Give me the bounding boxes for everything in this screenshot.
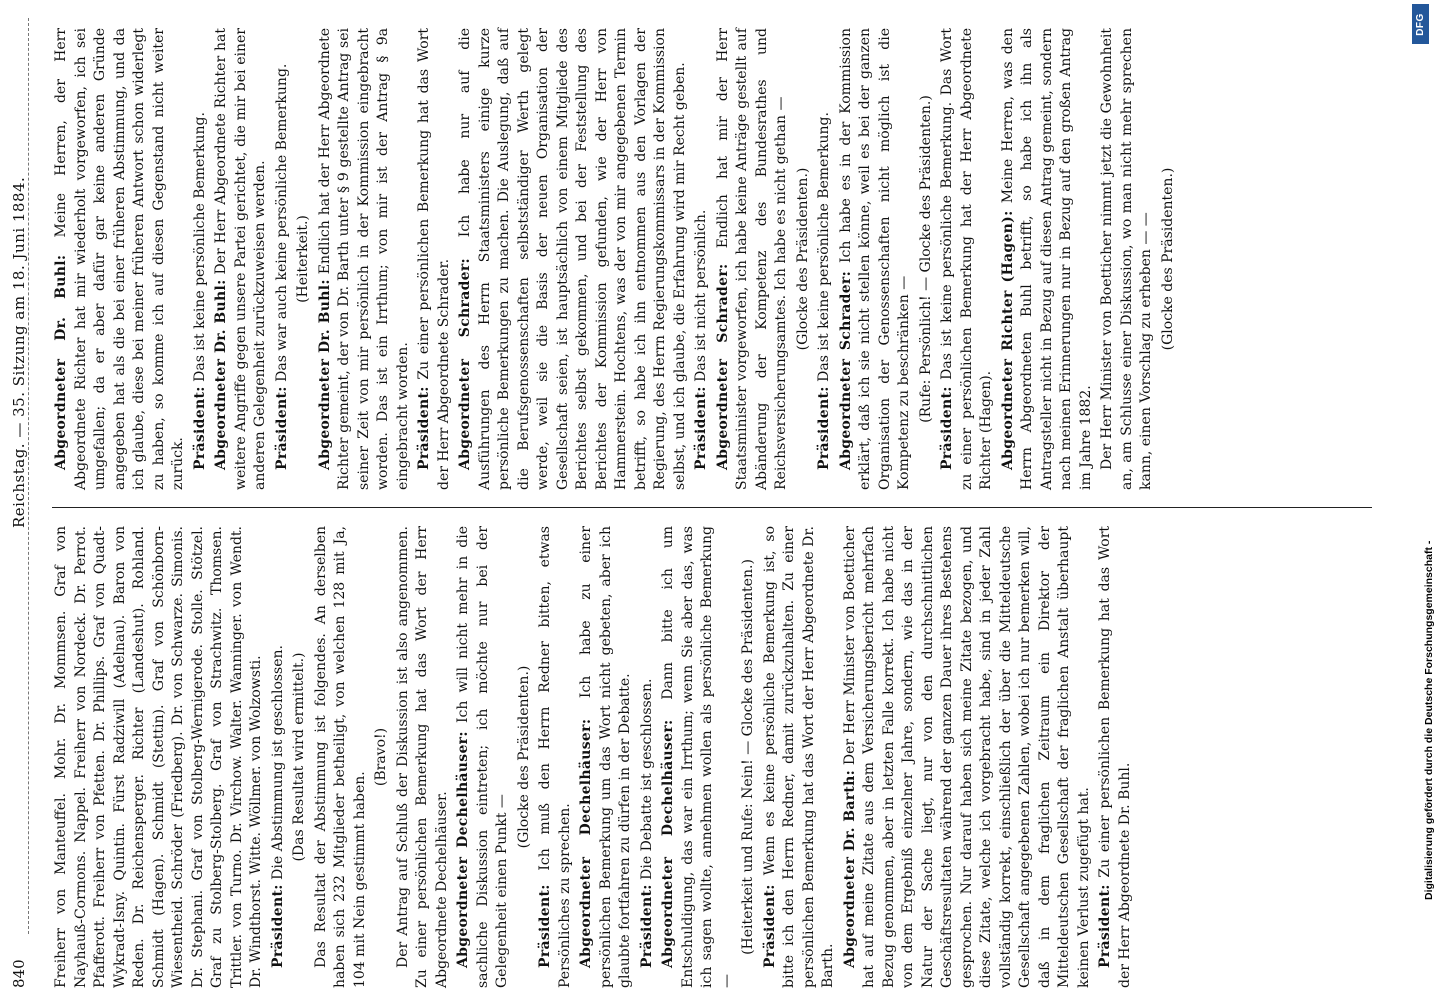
paragraph — [394, 526, 453, 988]
paragraph-text: Endlich hat mir der Herr Staatsminister vorgeworfen, ich habe keine Anträge gestellt auf Abänderung der Kompetenz des Bundesrathes und Reichsversicherungsamtes. Ich habe es nicht gethan — — [714, 28, 789, 490]
paragraph-text: (Heiterkeit und Rufe: Nein! — Glocke des Präsidenten.) — [740, 559, 756, 955]
paragraph — [273, 28, 293, 490]
paragraph-text: (Glocke des Präsidenten.) — [1159, 167, 1176, 351]
paragraph-text: Meine Herren, was den Herrn Abgeordneten Buhl betrifft, so habe ich ihn als Antragsteller nicht in Bezug auf diesen Antrag gemeint, sondern nach meinen Erinnerungen nur in Bezug auf den großen Antrag im Jahre 1882. — [999, 28, 1094, 490]
running-title: Reichstag. — 35. Sitzung am 18. Juni 1884. — [10, 176, 28, 528]
paragraph-text: (Heiterkeit.) — [295, 215, 311, 303]
speaker-name: Präsident: — [816, 386, 832, 470]
page-number: 840 — [10, 959, 28, 988]
paragraph — [841, 526, 1095, 988]
right-text-column — [52, 28, 1382, 490]
paragraph-text: Meine Herren, der Herr Abgeordnete Richter hat mir wiederholt vorgeworfen, ich sei umgefallen; da er aber dafür gar keine anderen Gründe angegeben hat als die bei einer früheren Abstimmung, und da ich glaube, diese bei meiner früheren Antwort schon widerlegt zu haben, so komme ich auf diesen Gegenstand nicht weiter zurück. — [53, 28, 186, 490]
paragraph-text: (Glocke des Präsidenten.) — [794, 167, 811, 351]
stage-direction — [794, 28, 814, 490]
paragraph-text: Freiherr von Manteuffel. Mohr. Dr. Mommsen. Graf von Nayhauß-Cormons. Nappel. Freiherr von Nordeck. Dr. Perrot. Pfafferott. Freiherr von Pfetten. Dr. Phillips. Graf von Quadt-Wykradt-Isny. Quintin. Fürst Radziwill (Adelnau). Baron von Reden. Dr. Reichensperger. Richter (Landeshut). Rohland. Schmidt (Hagen). Schmidt (Stettin). Graf von Schönborn-Wiesentheid. Schröder (Friedberg). Dr. von Schwarze. Simonis. Dr. Stephani. Graf von Stolberg-Wernigerode. Stolle. Stötzel. Graf zu Stolberg-Stolberg. Graf von Strachwitz. Thomsen. Trittler. von Turno. Dr. Virchow. Walter. Wanninger. von Wendt. Dr. Windthorst. Witte. Wöllmer. von Wolzowsti. — [53, 526, 264, 988]
speaker-name: Präsident: — [416, 386, 432, 470]
paragraph-text: (Das Resultat wird ermittelt.) — [291, 652, 307, 862]
speaker-name: Präsident: — [269, 884, 286, 968]
speaker-name: Präsident: — [761, 884, 778, 968]
paragraph — [692, 28, 712, 490]
paragraph-text: Wenn es keine persönliche Bemerkung ist, so bitte ich den Herrn Redner, damit zurückzuhalten. Zu einer persönlichen Bemerkung hat das Wort der Herr Abgeordnete Dr. Barth. — [761, 525, 836, 988]
left-text-column — [52, 526, 1382, 988]
paragraph-text: Das ist keine persönliche Bemerkung. — [191, 112, 208, 382]
speaker-name: Abgeordneter Dr. Buhl: — [53, 254, 69, 470]
paragraph-text: Zu einer persönlichen Bemerkung hat das Wort der Herr Abgeordnete Dr. Buhl. — [1097, 525, 1133, 988]
column-divider — [52, 507, 1372, 508]
paragraph-text: Zu einer persönlichen Bemerkung hat das Wort der Herr Abgeordnete Schrader. — [416, 27, 452, 490]
paragraph — [714, 28, 792, 490]
speaker-name: Abgeordneter Dechelhäuser: — [455, 731, 471, 968]
speaker-name: Abgeordneter Schrader: — [457, 257, 473, 470]
paragraph-text: Dann bitte ich um Entschuldigung, das war ein Irrthum; wenn Sie aber das, was ich sagen wollte, annehmen wollen als persönliche Bemerkung — — [660, 526, 735, 988]
paragraph — [415, 28, 454, 490]
stage-direction — [739, 526, 759, 988]
paragraph — [577, 526, 636, 988]
paragraph — [938, 28, 997, 490]
speaker-name: Präsident: — [191, 386, 208, 470]
paragraph — [312, 526, 371, 988]
paragraph-text: Ich habe zu einer persönlichen Bemerkung um das Wort nicht gebeten, aber ich glaubte fortfahren zu dürfen in der Debatte. — [578, 526, 633, 988]
paragraph — [659, 526, 737, 988]
paragraph-text: Das ist nicht persönlich. — [693, 209, 709, 382]
page-header — [10, 18, 36, 988]
speaker-name: Abgeordneter Dr. Buhl: — [316, 279, 333, 470]
paragraph — [269, 526, 289, 988]
paragraph-text: Der Herr Minister von Boetticher hat auf meine Zitate aus dem Versicherungsbericht mehrfach Bezug genommen, aber in letzten Falle korrekt. Ich habe nicht von dem Ergebniß einzelner Jahre, sondern, wie das in der Natur der Sache liegt, nur von den durchschnittlichen Geschäftsresultaten während der ganzen Dauer ihres Bestehens gesprochen. Nur darauf haben sich meine Zitate bezogen, und diese Zitate, welche ich vorgebracht habe, sind in jeder Zahl vollständig korrekt, einschließlich der über die Mitteldeutsche Gesellschaft angegebenen Zahlen, wobei ich nur bemerken will, daß in dem fraglichen Zeitraum ein Direktor der Mitteldeutschen Gesellschaft der fraglichen Anstalt überhaupt keinen Verlust zugefügt hat. — [841, 526, 1092, 988]
paragraph-text: Endlich hat der Herr Abgeordnete Richter gemeint, der von Dr. Barth unter § 9 gestellte Antrag sei seiner Zeit von mir persönlich in der Kommission eingebracht worden. Das ist ein Irrthum; von mir ist der Antrag § 9a eingebracht worden. — [316, 28, 411, 490]
paragraph-text: (Rufe: Persönlich! — Glocke des Präsidenten.) — [917, 95, 934, 423]
paragraph — [1098, 28, 1157, 490]
stage-direction — [294, 28, 314, 490]
paragraph-text: Ich will nicht mehr in die sachliche Diskussion eintreten; ich möchte nur bei der Gelegenheit einen Punkt — — [455, 526, 510, 988]
stage-direction — [515, 526, 535, 988]
speaker-name: Präsident: — [939, 386, 955, 470]
paragraph — [999, 28, 1097, 490]
paragraph — [52, 526, 267, 988]
speaker-name: Abgeordneter Schrader: — [837, 270, 854, 470]
paragraph — [638, 526, 658, 988]
stage-direction — [1159, 28, 1179, 490]
paragraph-text: Das ist keine persönliche Bemerkung. Das Wort zu einer persönlichen Bemerkung hat der Herr Abgeordnete Richter (Hagen). — [939, 28, 994, 490]
speaker-name: Abgeordneter Schrader: — [714, 263, 731, 470]
paragraph-text: Das war auch keine persönliche Bemerkung. — [273, 63, 290, 382]
paragraph — [815, 28, 835, 490]
paragraph — [191, 28, 211, 490]
paragraph — [212, 28, 271, 490]
paragraph-text: Ich habe es in der Kommission erklärt, daß ich sie nicht stellen könne, weil es bei der ganzen Organisation der Genossenschaften nicht möglich ist die Kompetenz zu beschränken — — [837, 27, 912, 490]
paragraph-text: Der Herr Minister von Boetticher nimmt jetzt die Gewohnheit an, am Schlusse einer Diskussion, wo man nicht mehr sprechen kann, einen Vorschlag zu erheben — — — [1099, 28, 1154, 490]
paragraph-text: Der Antrag auf Schluß der Diskussion ist also angenommen. Zu einer persönlichen Bemerkung hat das Wort der Herr Abgeordnete Dechelhäuser. — [394, 526, 450, 988]
speaker-name: Abgeordneter Dr. Barth: — [841, 769, 858, 968]
paragraph-text: Das ist keine persönliche Bemerkung. — [816, 112, 832, 382]
rotated-document-page — [6, 4, 1401, 994]
paragraph — [837, 28, 915, 490]
speaker-name: Präsident: — [273, 386, 290, 470]
paragraph-text: Der Herr Abgeordnete Richter hat weitere Angriffe gegen unsere Partei gerichtet, die mir bei einer anderen Gelegenheit zurückzuweisen werden. — [213, 28, 268, 490]
speaker-name: Abgeordneter Richter (Hagen): — [999, 210, 1016, 470]
paragraph — [761, 526, 839, 988]
stage-direction — [372, 526, 392, 988]
header-rule — [28, 18, 29, 934]
paragraph-text: Ich muß den Herrn Redner bitten, etwas Persönliches zu sprechen. — [537, 526, 573, 988]
speaker-name: Abgeordneter Dr. Buhl: — [213, 279, 229, 470]
paragraph-text: (Bravo!) — [373, 727, 389, 787]
stage-direction — [917, 28, 937, 490]
paragraph — [1096, 526, 1135, 988]
paragraph-text: Das Resultat der Abstimmung ist folgendes. An derselben haben sich 232 Mitglieder betheiligt, von welchen 128 mit Ja, 104 mit Nein gestimmt haben. — [312, 526, 368, 988]
stage-direction — [290, 526, 310, 988]
paragraph — [536, 526, 575, 988]
speaker-name: Präsident: — [1097, 884, 1113, 968]
paragraph-text: (Glocke des Präsidenten.) — [515, 665, 532, 849]
speaker-name: Präsident: — [693, 386, 709, 470]
speaker-name: Abgeordneter Dechelhäuser: — [660, 719, 676, 968]
dfg-logo — [1412, 4, 1429, 44]
paragraph — [454, 526, 513, 988]
paragraph — [456, 28, 690, 490]
speaker-name: Abgeordneter Dechelhäuser: — [578, 718, 594, 968]
paragraph-text: Die Abstimmung ist geschlossen. — [269, 645, 286, 880]
digitization-notice: Digitalisierung gefördert durch die Deutsche Forschungsgemeinschaft - — [1423, 540, 1435, 900]
paragraph-text: Ich habe nur auf die Ausführungen des Herrn Staatsministers einige kurze persönliche Bemerkungen zu machen. Die Auslegung, daß auf die Berufsgenossenschaften selbstständiger Werth gelegt werde, weil sie die Basis der neuen Organisation der Gesellschaft seien, ist hauptsächlich von einem Mitgliede des Berichtes selbst gekommen, und bei der Feststellung des Berichtes der Kommission gefunden, wie der Herr von Hammerstein. Hochtens, was der von mir angegebenen Termin betrifft, so habe ich ihn entnommen aus den Vorlagen der Regierung, des Herrn Regierungskommissars in der Kommission selbst, und ich glaube, die Erfahrung wird mir Recht geben. — [457, 28, 688, 490]
speaker-name: Präsident: — [638, 884, 655, 968]
paragraph — [316, 28, 414, 490]
paragraph — [52, 28, 189, 490]
dfg-logo-text: DFG — [1415, 12, 1427, 36]
paragraph-text: Die Debatte ist geschlossen. — [638, 678, 655, 880]
speaker-name: Präsident: — [537, 884, 553, 968]
